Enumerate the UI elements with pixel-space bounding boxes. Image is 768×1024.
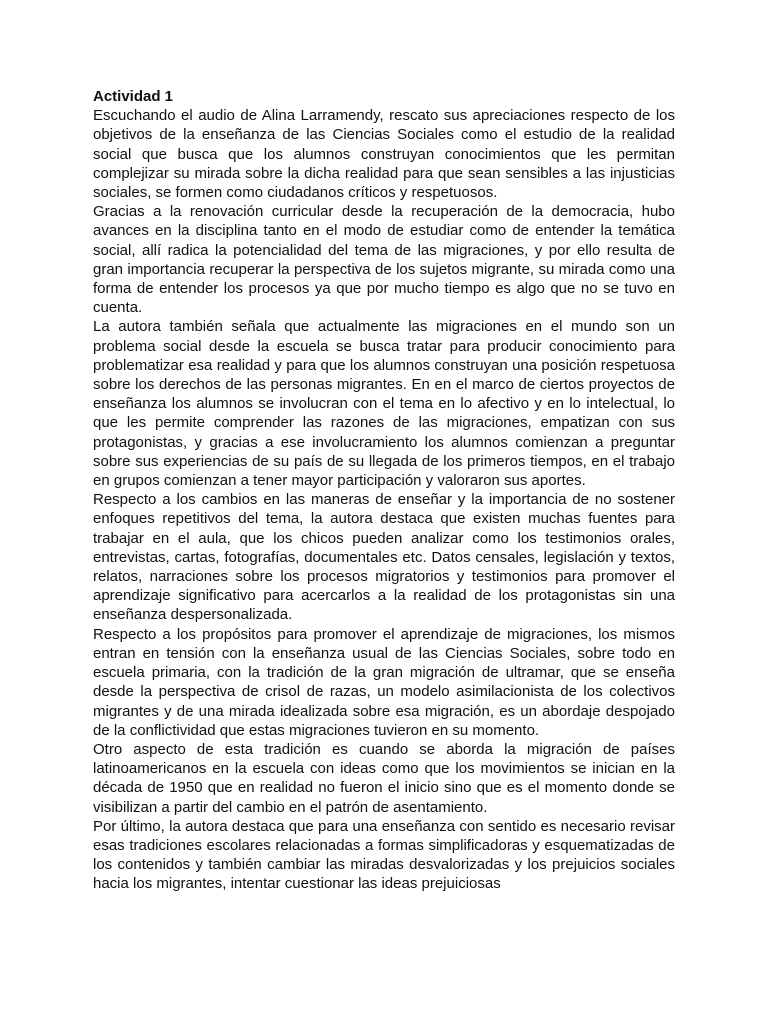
paragraph-7: Por último, la autora destaca que para una enseñanza con sentido es necesario revisar esas tradiciones escolares relacionadas a formas simplificadoras y esquematizadas de los contenidos y también cambiar las miradas desvalorizadas y los prejuicios sociales hacia los migrantes, intentar cuestionar las ideas prejuiciosas bbox=[93, 817, 675, 893]
paragraph-3: La autora también señala que actualmente las migraciones en el mundo son un problema social desde la escuela se busca tratar para producir conocimiento para problematizar esa realidad y para que los alumnos construyan una posición respetuosa sobre los derechos de las personas migrantes. En en el marco de ciertos proyectos de enseñanza los alumnos se involucran con el tema en lo afectivo y en lo intelectual, lo que les permite comprender las razones de las migraciones, empatizan con sus protagonistas, y gracias a ese involucramiento los alumnos comienzan a preguntar sobre sus experiencias de su país de su llegada de los primeros tiempos, en el trabajo en grupos comienzan a tener mayor participación y valoraron sus aportes. bbox=[93, 318, 675, 490]
paragraph-4: Respecto a los cambios en las maneras de enseñar y la importancia de no sostener enfoques repetitivos del tema, la autora destaca que existen muchas fuentes para trabajar en el aula, que los chicos pueden analizar como los testimonios orales, entrevistas, cartas, fotografías, documentales etc. Datos censales, legislación y textos, relatos, narraciones sobre los procesos migratorios y testimonios para promover el aprendizaje significativo para acercarlos a la realidad de los protagonistas sin una enseñanza despersonalizada. bbox=[93, 491, 675, 624]
document-page bbox=[93, 87, 675, 894]
paragraph-1: Escuchando el audio de Alina Larramendy, rescato sus apreciaciones respecto de los objetivos de la enseñanza de las Ciencias Sociales como el estudio de la realidad social que busca que los alumnos construyan conocimientos que les permitan complejizar su mirada sobre la dicha realidad para que sean sensibles a las injusticias sociales, se formen como ciudadanos críticos y respetuosos. bbox=[93, 107, 675, 202]
paragraph-6: Otro aspecto de esta tradición es cuando se aborda la migración de países latinoamericanos en la escuela con ideas como que los movimientos se inician en la década de 1950 que en realidad no fueron el inicio sino que es el momento donde se visibilizan a partir del cambio en el patrón de asentamiento. bbox=[93, 740, 675, 816]
paragraph-2: Gracias a la renovación curricular desde la recuperación de la democracia, hubo avances en la disciplina tanto en el modo de estudiar como de entender la temática social, allí radica la potencialidad del tema de las migraciones, y por ello resulta de gran importancia recuperar la perspectiva de los sujetos migrante, su mirada como una forma de entender los procesos ya que por mucho tiempo es algo que no se tuvo en cuenta. bbox=[93, 203, 675, 317]
paragraph-5: Respecto a los propósitos para promover el aprendizaje de migraciones, los mismos entran en tensión con la enseñanza usual de las Ciencias Sociales, sobre todo en escuela primaria, con la tradición de la gran migración de ultramar, que se enseña desde la perspectiva de crisol de razas, un modelo asimilacionista de los colectivos migrantes y de una mirada idealizada sobre esa migración, es un abordaje despojado de la conflictividad que estas migraciones tuvieron en su momento. bbox=[93, 625, 675, 739]
document-title: Actividad 1 bbox=[93, 88, 174, 105]
